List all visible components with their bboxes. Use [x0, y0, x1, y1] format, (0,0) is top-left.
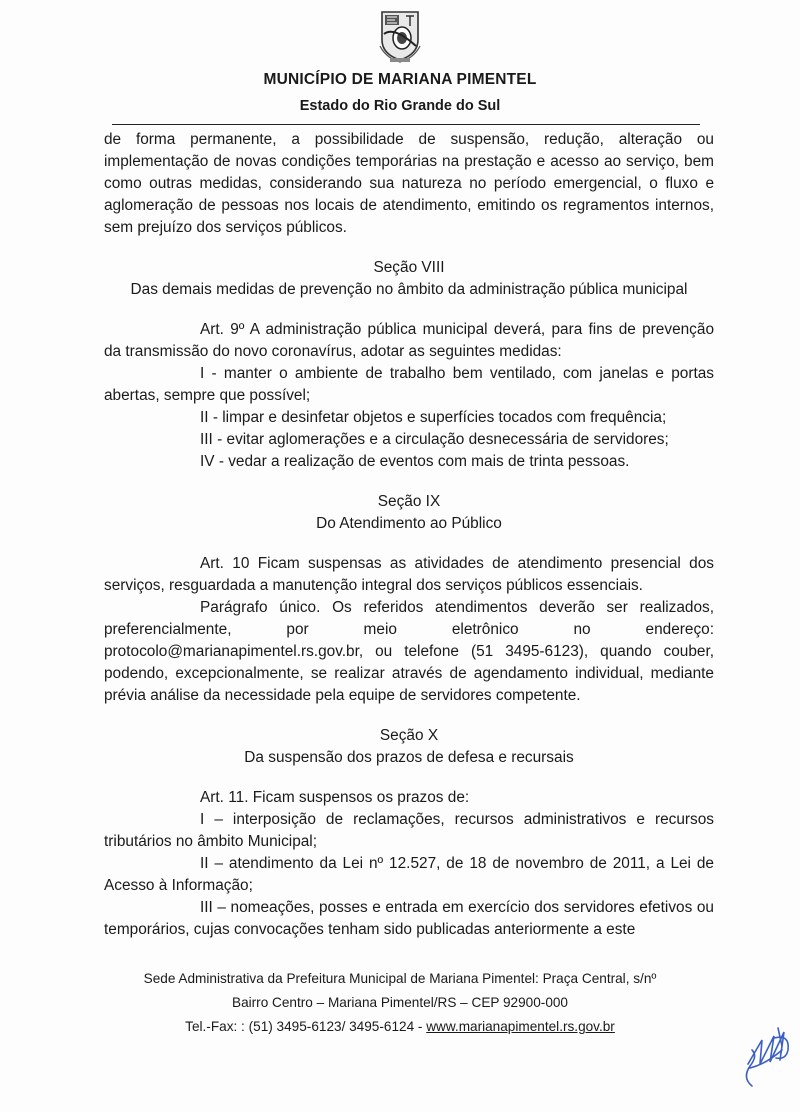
municipality-title: MUNICÍPIO DE MARIANA PIMENTEL — [263, 71, 537, 88]
section-heading: Seção X — [379, 727, 439, 744]
section-title: Do Atendimento ao Público — [316, 515, 502, 532]
document-body — [104, 129, 714, 941]
signature-icon — [738, 1020, 796, 1092]
footer-line-district: Bairro Centro – Mariana Pimentel/RS – CEP 92900-000 — [232, 995, 568, 1010]
sole-paragraph: Parágrafo único. Os referidos atendimentos deverão ser realizados, preferencialmente, por meio eletrônico no endereço: protocolo@marianapimentel.rs.gov.br, ou telefone (51 3495-6123), quando couber, podendo, excepcionalmente, se realizar através de agendamento individual, mediante prévia análise da necessidade pela equipe de servidores competente. — [104, 599, 714, 704]
letterhead — [0, 0, 800, 116]
list-item: II - limpar e desinfetar objetos e superfícies tocados com frequência; — [200, 409, 667, 426]
section-title: Das demais medidas de prevenção no âmbito da administração pública municipal — [130, 281, 688, 298]
list-item: III – nomeações, posses e entrada em exercício dos servidores efetivos ou temporários, cujas convocações tenham sido publicadas anteriormente a este — [104, 899, 714, 938]
article-11: Art. 11. Ficam suspensos os prazos de: — [200, 789, 470, 806]
section-title: Da suspensão dos prazos de defesa e recursais — [244, 749, 574, 766]
list-item: II – atendimento da Lei nº 12.527, de 18 de novembro de 2011, a Lei de Acesso à Informação; — [104, 855, 714, 894]
article-10: Art. 10 Ficam suspensas as atividades de atendimento presencial dos serviços, resguardada a manutenção integral dos serviços públicos essenciais. — [104, 555, 714, 594]
state-subtitle: Estado do Rio Grande do Sul — [299, 98, 501, 114]
footer-phone: Tel.-Fax: : (51) 3495-6123/ 3495-6124 - — [185, 1019, 427, 1034]
list-item: III - evitar aglomerações e a circulação desnecessária de servidores; — [200, 431, 669, 448]
list-item: I – interposição de reclamações, recursos administrativos e recursos tributários no âmbito Municipal; — [104, 811, 714, 850]
section-heading: Seção VIII — [373, 259, 445, 276]
footer-line-contact — [100, 1015, 700, 1039]
intro-paragraph: de forma permanente, a possibilidade de suspensão, redução, alteração ou implementação de novas condições temporárias na prestação e acesso ao serviço, bem como outras medidas, considerando sua natureza no período emergencial, o fluxo e aglomeração de pessoas nos locais de atendimento, emitindo os regramentos internos, sem prejuízo dos serviços públicos. — [104, 131, 714, 236]
section-heading: Seção IX — [377, 493, 441, 510]
header-divider — [112, 124, 700, 125]
footer-line-address: Sede Administrativa da Prefeitura Municipal de Mariana Pimentel: Praça Central, s/nº — [143, 971, 657, 986]
coat-of-arms-icon — [376, 6, 424, 64]
website-link[interactable]: www.marianapimentel.rs.gov.br — [426, 1019, 615, 1034]
article-9: Art. 9º A administração pública municipal deverá, para fins de prevenção da transmissão do novo coronavírus, adotar as seguintes medidas: — [104, 321, 714, 360]
list-item: I - manter o ambiente de trabalho bem ventilado, com janelas e portas abertas, sempre que possível; — [104, 365, 714, 404]
list-item: IV - vedar a realização de eventos com mais de trinta pessoas. — [200, 453, 630, 470]
footer-address — [100, 967, 700, 1079]
